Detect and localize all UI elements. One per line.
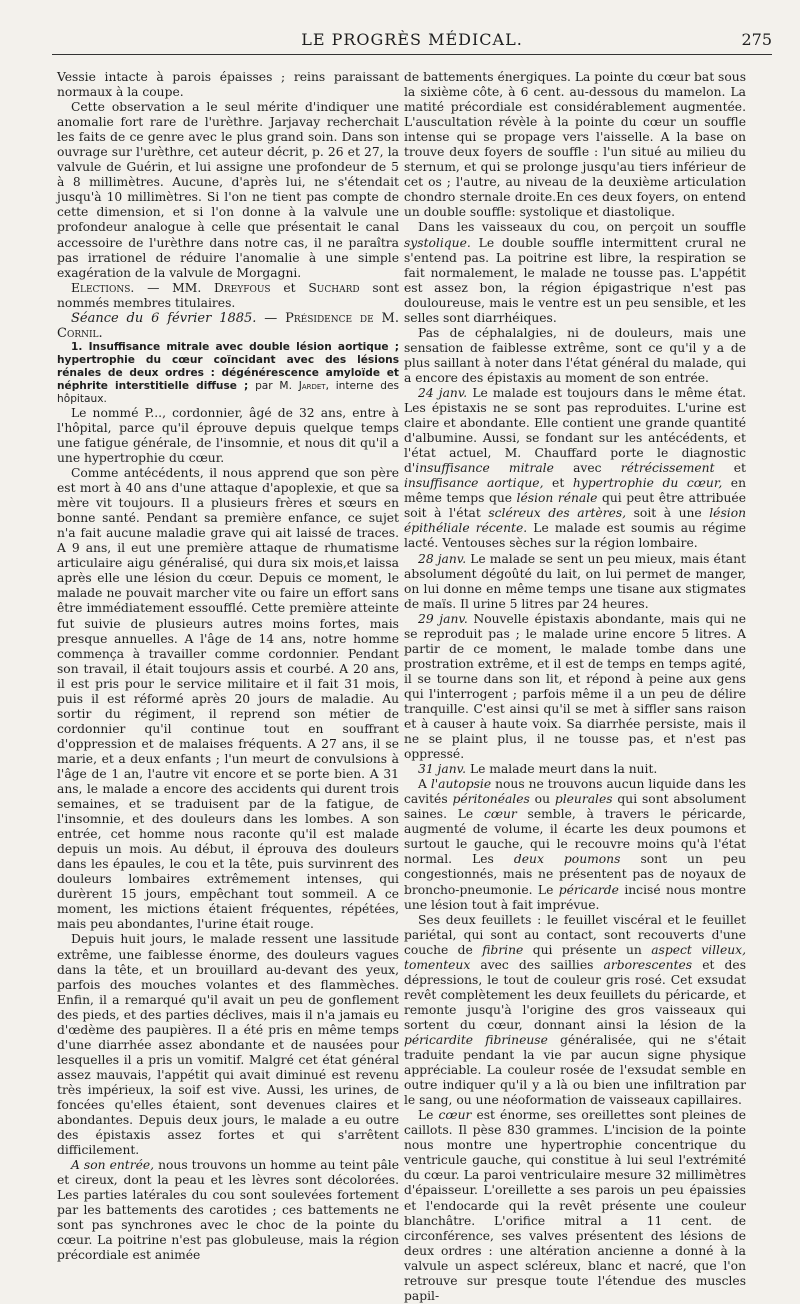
presidence: Présidence de M. Cornil. <box>57 310 399 341</box>
text: avec des saillies <box>470 957 604 972</box>
author-name: Jardet <box>298 379 326 392</box>
italic-text: péricardite fibrineuse <box>404 1033 548 1047</box>
paragraph: Cette observation a le seul mérite d'indiquer une anomalie fort rare de l'urèthre. Jarjavay recherchait les faits de ce genre avec le plus grand soin. Dans son ouvrage sur l'urèthre, cet auteur décrit, p. 26 et 27, la valvule de Guérin, et lui assigne une profondeur de 5 à 8 millimètres. Aucune, d'après lui, ne s'étendait jusqu'à 10 millimètres. Si l'on ne tient pas compte de cette dimension, et si l'on donne à la valvule une profondeur analogue à celle que présentait le canal accessoire de l'urèthre dans notre cas, il ne paraîtra pas irrationel de réduire l'anomalie à une simple exagération de la valvule de Morgagni. <box>57 100 399 280</box>
paragraph: Vessie intacte à parois épaisses ; reins paraissant normaux à la coupe. <box>57 70 399 100</box>
page-header <box>52 26 772 55</box>
text: qui sont absolument saines. Le <box>404 792 746 822</box>
text: en même temps que <box>404 476 747 506</box>
paragraph <box>404 762 746 777</box>
italic-text: insuffisance aortique, <box>404 476 544 491</box>
text: incisé nous montre une lésion tout à fait imprévue. <box>404 882 746 912</box>
italic-text: deux poumons <box>513 852 621 867</box>
text: ou <box>529 792 555 807</box>
text: et <box>714 461 746 476</box>
italic-text: l'autopsie <box>430 777 492 792</box>
text: nous ne trouvons aucun liquide dans les cavités <box>404 777 746 807</box>
italic-text: péritonéales <box>452 792 530 807</box>
text: qui peut être attribuée soit à l'état <box>404 491 746 521</box>
italic-text: systolique. <box>404 235 471 250</box>
text: soit à une <box>626 506 710 521</box>
article-title-text: 1. Insuffisance mitrale avec double lésion aortique ; hypertrophie du cœur coïncidant avec des lésions rénales de deux ordres : dégénérescence amyloïde et néphrite interstitielle diffuse ; <box>57 340 399 392</box>
text: Ses deux feuillets : le feuillet viscéral et le feuillet pariétal, qui sont au contact, sont recouverts d'une couche de <box>404 912 746 957</box>
italic-text: rétrécissement <box>620 461 715 476</box>
paragraph <box>404 777 746 912</box>
text: qui présente un <box>523 942 652 957</box>
text: semble, à travers le péricarde, augmenté de volume, il écarte les deux poumons et surtout le gauche, qui le recouvre moins qu'à l'état normal. Les <box>404 807 746 867</box>
elections-label: Elections. <box>71 280 135 295</box>
italic-text: cœur <box>483 807 517 822</box>
text: et <box>270 280 309 295</box>
italic-text: lésion épithéliale récente. <box>404 506 747 536</box>
italic-text: lésion rénale <box>516 491 598 506</box>
text: est énorme, ses oreillettes sont pleines de caillots. Il pèse 830 grammes. L'incision de la pointe nous montre une hypertrophie concentrique du ventricule gauche, qui constitue à lui seul l'extrémité du cœur. La paroi ventriculaire mesure 32 millimètres d'épaisseur. L'oreillette a ses parois un peu épaissies et l'endocarde qui la revêt présente une couleur blanchâtre. L'orifice mitral a 11 cent. de circonférence, ses valves présentent des lésions de deux ordres : une altération ancienne a donné à la valvule un aspect scléreux, blanc et nacré, que l'on retrouve sur presque toute l'étendue des muscles papil- <box>404 1108 747 1303</box>
text: généralisée, qui ne s'était traduite pendant la vie par aucun signe physique appréciable. La couleur rosée de l'exsudat semble en outre indiquer qu'il y a là ou bien une infiltration par le sang, ou une néoformation de vaisseaux capillaires. <box>404 1033 746 1108</box>
text: sont un peu congestionnés, mais ne présentent pas de noyaux de broncho-pneumonie. Le <box>404 852 746 897</box>
entry-date: 28 janv. <box>418 551 467 566</box>
left-column <box>57 70 399 1264</box>
text: Nouvelle épistaxis abondante, mais qui ne se reproduit pas ; le malade urine encore 5 litres. A partir de ce moment, le malade tombe dans une prostration extrême, et il est de temps en temps agité, il se tourne dans son lit, et répond à peine aux gens qui l'interrogent ; parfois même il a un peu de délire tranquille. C'est ainsi qu'il se met à siffler sans raison et à causer à haute voix. Sa diarrhée persiste, mais il ne se plaint plus, il ne tousse pas, et n'est pas oppressé. <box>404 611 746 762</box>
text: Le malade est soumis au régime lacté. Ventouses sèches sur la région lombaire. <box>404 521 746 551</box>
italic-text: pleurales <box>554 792 613 807</box>
italic-text: arborescentes <box>603 957 693 972</box>
paragraph <box>404 552 746 612</box>
paragraph <box>57 1158 399 1263</box>
paragraph <box>404 220 746 325</box>
paragraph: Pas de céphalalgies, ni de douleurs, mais une sensation de faiblesse extrême, sont ce qu'il y a de plus saillant à noter dans l'état général du malade, qui a encore des épistaxis au moment de son entrée. <box>404 325 746 385</box>
article-title <box>57 341 399 406</box>
paragraph: Comme antécédents, il nous apprend que son père est mort à 40 ans d'une attaque d'apoplexie, et que sa mère vit toujours. Il a plusieurs frères et sœurs en bonne santé. Pendant sa première enfance, ce sujet n'a fait aucune maladie grave qui ait laissé de traces. A 9 ans, il eut une première attaque de rhumatisme articulaire aigu généralisé, qui dura six mois,et laissa après elle une lésion du cœur. Depuis ce moment, le malade ne pouvait marcher vite ou faire un effort sans être immédiatement essoufflé. Cette première atteinte fut suivie de plusieurs autres moins fortes, mais presque annuelles. A l'âge de 14 ans, notre homme commença à travailler comme cordonnier. Pendant son travail, il était toujours assis et courbé. A 20 ans, il est pris pour le service militaire et il fait 31 mois, puis il est réformé après 20 jours de maladie. Au sortir du régiment, il reprend son métier de cordonnier qu'il continue tout en souffrant d'oppression et de malaises fréquents. A 27 ans, il se marie, et a deux enfants ; l'un meurt de convulsions à l'âge de 1 an, l'autre vit encore et se porte bien. A 31 ans, le malade a encore des accidents qui durent trois semaines, et se traduisent par de la fatigue, de l'insomnie, et des douleurs dans les lombes. A son entrée, cet homme nous raconte qu'il est malade depuis un mois. Au début, il éprouva des douleurs dans les épaules, le cou et la tête, puis survinrent des douleurs lombaires extrêmement intenses, qui durèrent 15 jours, empêchant tout sommeil. A ce moment, les mictions étaient fréquentes, répétées, mais peu abondantes, l'urine était rouge. <box>57 466 399 932</box>
text: — <box>256 310 286 326</box>
text: Le double souffle intermittent crural ne s'entend pas. La poitrine est libre, la respiration se fait normalement, le malade ne tousse pas. L'appétit est assez bon, la région épigastrique n'est pas douloureuse, mais le ventre est un peu sensible, et les selles sont diarrhéiques. <box>404 235 746 325</box>
paragraph <box>404 1108 746 1304</box>
byline: par M. <box>248 379 299 392</box>
text: Dans les vaisseaux du cou, on perçoit un souffle <box>418 220 746 235</box>
paragraph <box>404 386 746 552</box>
paragraph: Le nommé P..., cordonnier, âgé de 32 ans, entre à l'hôpital, parce qu'il éprouve depuis quelque temps une fatigue générale, de l'insomnie, et nous dit qu'il a une hypertrophie du cœur. <box>57 405 399 465</box>
entry-date: 29 janv. <box>418 611 468 626</box>
text: nous trouvons un homme au teint pâle et cireux, dont la peau et les lèvres sont décolorées. Les parties latérales du cou sont soulevées fortement par les battements des carotides ; ces battements ne sont pas synchrones avec le choc de la pointe du cœur. La poitrine n'est pas globuleuse, mais la région précordiale est animée <box>57 1158 400 1263</box>
author-role: , interne des hôpitaux. <box>57 379 400 405</box>
italic-text: cœur <box>438 1108 472 1123</box>
text: A <box>418 777 431 792</box>
page-number: 275 <box>741 30 772 49</box>
text: et <box>543 476 573 491</box>
text: et des dépressions, le tout de couleur gris rosé. Cet exsudat revêt complètement les deux feuillets du péricarde, et remonte jusqu'à l'origine des gros vaisseaux qui sortent du cœur, donnant ainsi la lésion de la <box>404 957 747 1032</box>
text: Le malade meurt dans la nuit. <box>466 762 658 777</box>
text: — MM. <box>134 280 215 295</box>
right-column <box>404 70 746 1304</box>
italic-text: A son entrée, <box>71 1158 155 1173</box>
italic-text: insuffisance mitrale <box>415 461 554 476</box>
member-name: Dreyfous <box>214 280 271 295</box>
italic-text: péricarde <box>558 882 619 897</box>
seance-heading <box>57 311 399 341</box>
text: Le malade est toujours dans le même état. Les épistaxis ne se sont pas reproduites. L'urine est claire et abondante. Elle contient une grande quantité d'albumine. Aussi, se fondant sur les antécédents, et l'état actuel, M. Chauffard porte le diagnostic d' <box>404 385 746 476</box>
entry-date: 24 janv. <box>418 385 468 400</box>
italic-text: scléreux des artères, <box>488 506 627 521</box>
entry-date: 31 janv. <box>418 762 467 777</box>
italic-text: aspect villeux, tomenteux <box>404 942 746 972</box>
running-title: LE PROGRÈS MÉDICAL. <box>301 30 523 49</box>
elections-notice <box>57 281 399 311</box>
text: avec <box>553 461 621 476</box>
italic-text: hypertrophie du cœur, <box>572 476 723 491</box>
paragraph <box>404 612 746 762</box>
text: Le <box>418 1108 439 1123</box>
paragraph: de battements énergiques. La pointe du cœur bat sous la sixième côte, à 6 cent. au-dessous du mamelon. La matité précordiale est considérablement augmentée. L'auscultation révèle à la pointe du cœur un souffle intense qui se propage vers l'aisselle. A la base on trouve deux foyers de souffle : l'un situé au milieu du sternum, et qui se prolonge jusqu'au tiers inférieur de cet os ; l'autre, au niveau de la deuxième articulation chondro sternale droite.En ces deux foyers, on entend un double souffle: systolique et diastolique. <box>404 70 746 220</box>
italic-text: fibrine <box>482 942 524 957</box>
paragraph: Depuis huit jours, le malade ressent une lassitude extrême, une faiblesse énorme, des douleurs vagues dans la tête, et un brouillard au-devant des yeux, parfois des mouches volantes et des flammèches. Enfin, il a remarqué qu'il avait un peu de gonflement des pieds, et des parties déclives, mais il n'a jamais eu d'œdème des paupières. Il a été pris en même temps d'une diarrhée assez abondante et de nausées pour lesquelles il a pris un vomitif. Malgré cet état général assez mauvais, l'appétit qui avait diminué est revenu très impérieux, la soif est vive. Aussi, les urines, de foncées qu'elles étaient, sont devenues claires et abondantes. Depuis deux jours, le malade a eu outre des épistaxis assez fortes et qui s'arrêtent difficilement. <box>57 932 399 1158</box>
text: Le malade se sent un peu mieux, mais étant absolument dégoûté du lait, on lui permet de manger, on lui donne en même temps une tisane aux stigmates de maïs. Il urine 5 litres par 24 heures. <box>404 551 746 611</box>
paragraph <box>404 913 746 1109</box>
seance-date: Séance du 6 février 1885. <box>71 310 257 326</box>
member-name: Suchard <box>308 280 360 295</box>
text: sont nommés membres titulaires. <box>57 280 399 310</box>
